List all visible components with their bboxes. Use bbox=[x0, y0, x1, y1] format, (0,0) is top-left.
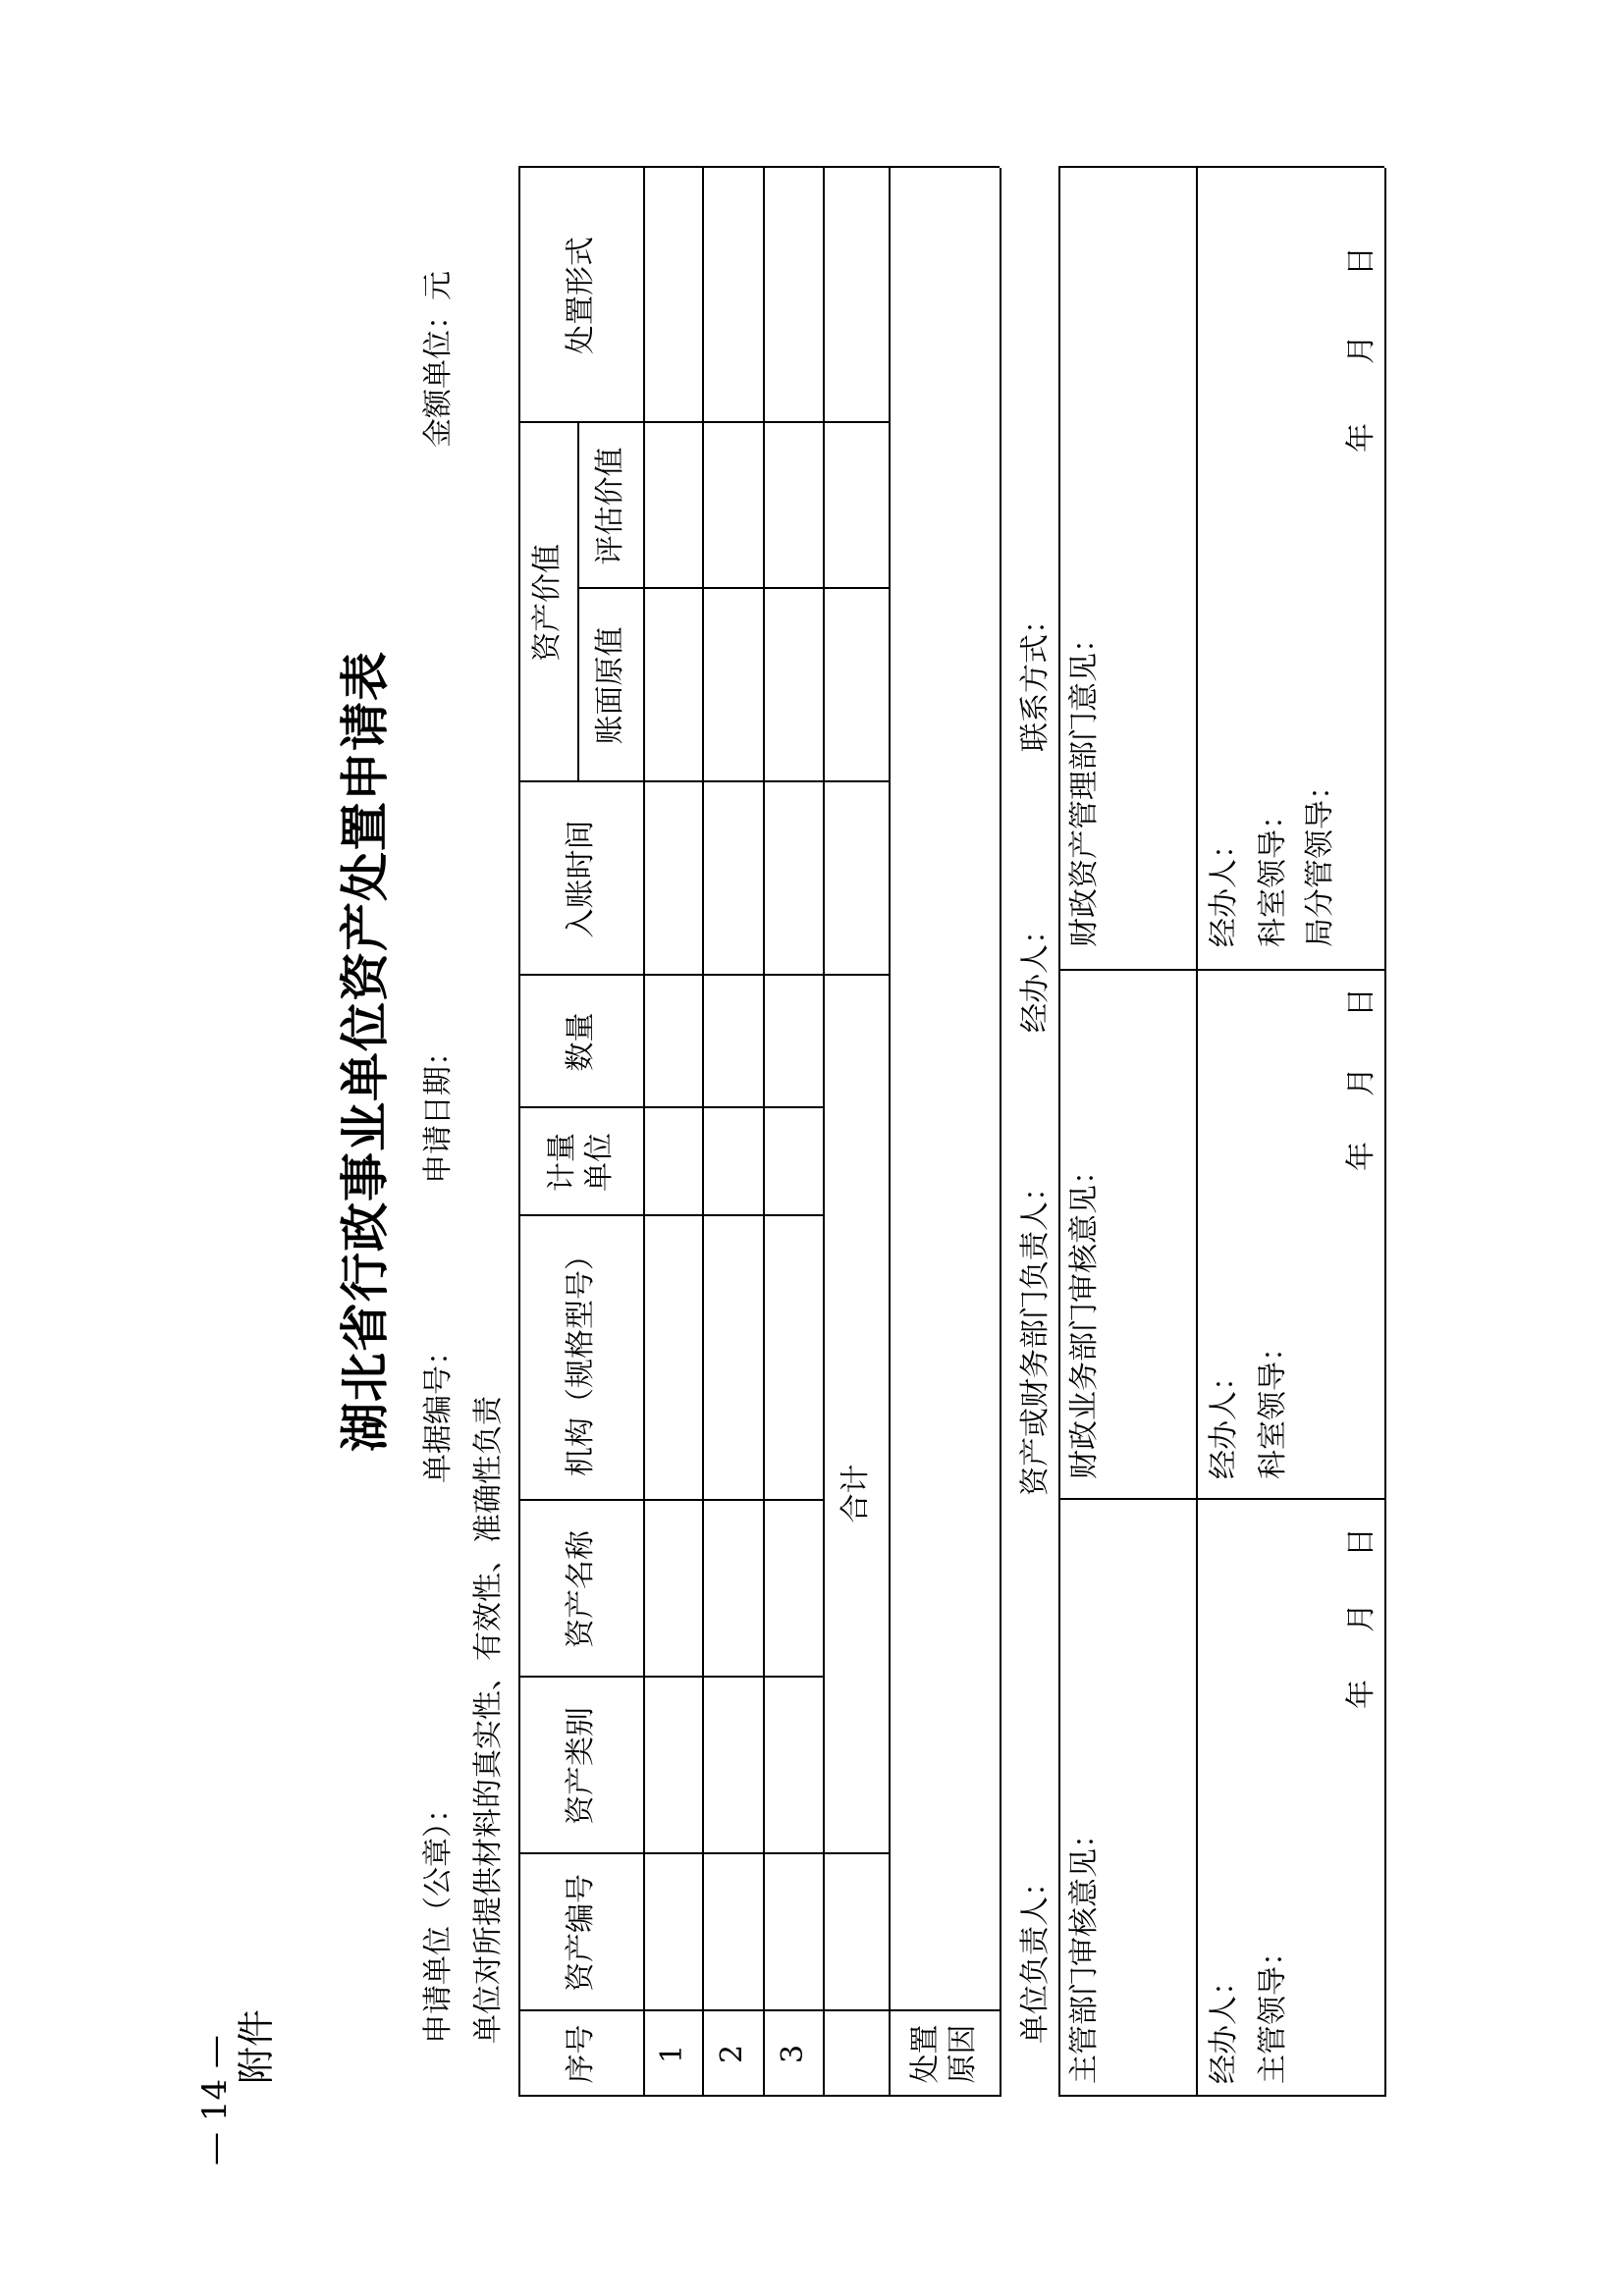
s2-section-leader: 科室领导： bbox=[1256, 1332, 1290, 1479]
row-2-seq: 2 bbox=[715, 2044, 750, 2064]
handler-label: 经办人： bbox=[1018, 915, 1053, 1033]
finance-asset-opinion: 财政资产管理部门意见： bbox=[1067, 623, 1102, 947]
s3-bureau-leader: 局分管领导： bbox=[1303, 771, 1337, 947]
competent-dept-opinion: 主管部门审核意见： bbox=[1067, 1819, 1102, 2084]
disposal-reason-label bbox=[889, 2011, 1000, 2097]
col-asset-code: 资产编号 bbox=[563, 1874, 598, 1992]
unit-head-label: 单位负责人： bbox=[1018, 1867, 1053, 2044]
col-model: 机构（规格型号） bbox=[563, 1241, 598, 1476]
s1-handler: 经办人： bbox=[1207, 1966, 1241, 2084]
applicant-unit-label: 申请单位（公章）： bbox=[421, 1793, 456, 2044]
disposal-reason-line2: 原因 bbox=[945, 2024, 980, 2084]
s2-month: 月 bbox=[1344, 1067, 1379, 1096]
s3-day: 日 bbox=[1344, 246, 1379, 276]
col-unit-line2: 单位 bbox=[581, 1133, 617, 1192]
contact-label: 联系方式： bbox=[1018, 605, 1053, 752]
disposal-reason-line1: 处置 bbox=[908, 2024, 943, 2084]
col-appraised-value: 评估价值 bbox=[592, 447, 627, 565]
col-quantity: 数量 bbox=[563, 1012, 598, 1072]
finance-business-opinion: 财政业务部门审核意见： bbox=[1067, 1155, 1102, 1479]
col-asset-category: 资产类别 bbox=[563, 1707, 598, 1825]
s1-day: 日 bbox=[1344, 1527, 1379, 1557]
apply-date-label: 申请日期： bbox=[421, 1037, 456, 1184]
attachment-label: 附件 bbox=[235, 2008, 278, 2084]
s1-year: 年 bbox=[1344, 1680, 1379, 1709]
total-label: 合计 bbox=[838, 1464, 873, 1523]
page-number: — 14 — bbox=[195, 2035, 235, 2165]
col-unit-line1: 计量 bbox=[545, 1133, 579, 1192]
amount-unit-label: 金额单位：元 bbox=[421, 271, 456, 448]
statement: 单位对所提供材料的真实性、有效性、准确性负责 bbox=[471, 1396, 506, 2044]
s3-month: 月 bbox=[1344, 335, 1379, 364]
s2-day: 日 bbox=[1344, 988, 1379, 1017]
s2-handler: 经办人： bbox=[1207, 1362, 1241, 1479]
col-book-value: 账面原值 bbox=[592, 626, 627, 745]
s2-year: 年 bbox=[1344, 1142, 1379, 1171]
col-asset-value: 资产价值 bbox=[530, 544, 566, 662]
page-title: 湖北省行政事业单位资产处置申请表 bbox=[336, 651, 394, 1452]
col-unit bbox=[518, 1108, 643, 1216]
s3-year: 年 bbox=[1344, 423, 1379, 453]
col-disposal-form: 处置形式 bbox=[563, 237, 598, 354]
col-asset-name: 资产名称 bbox=[563, 1530, 598, 1648]
s3-handler: 经办人： bbox=[1207, 829, 1241, 947]
row-3-seq: 3 bbox=[775, 2044, 810, 2064]
col-entry-time: 入账时间 bbox=[563, 820, 598, 938]
s1-chief-leader: 主管领导： bbox=[1256, 1937, 1290, 2084]
s3-section-leader: 科室领导： bbox=[1256, 800, 1290, 947]
s1-month: 月 bbox=[1344, 1603, 1379, 1632]
col-seq: 序号 bbox=[563, 2024, 598, 2084]
row-1-seq: 1 bbox=[655, 2044, 690, 2064]
dept-head-label: 资产或财务部门负责人： bbox=[1018, 1172, 1053, 1496]
doc-no-label: 单据编号： bbox=[421, 1336, 456, 1483]
